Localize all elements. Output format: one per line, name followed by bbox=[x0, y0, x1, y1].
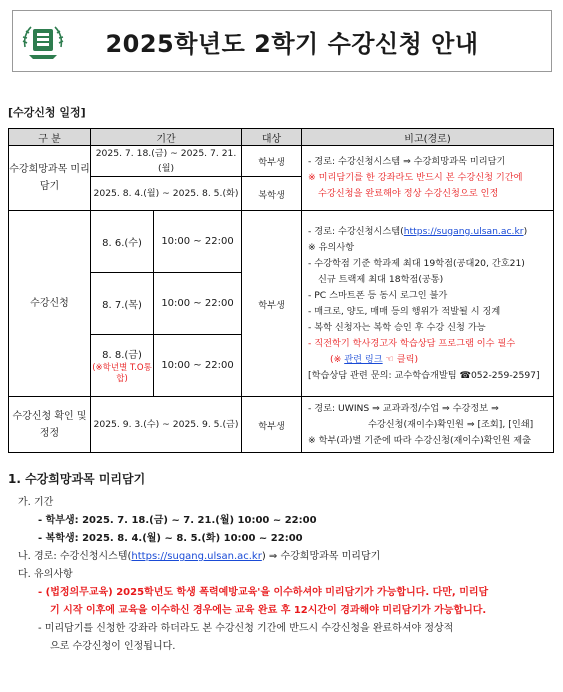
page-title: 2025학년도 2학기 수강신청 안내 bbox=[105, 29, 479, 58]
target-cell: 복학생 bbox=[242, 177, 302, 211]
sugang-link[interactable]: https://sugang.ulsan.ac.kr bbox=[403, 225, 524, 237]
sugang-link[interactable]: https://sugang.ulsan.ac.kr bbox=[131, 551, 262, 562]
time-cell: 10:00 ~ 22:00 bbox=[154, 273, 242, 335]
col-header-target: 대상 bbox=[242, 129, 302, 146]
period-cell: 2025. 7. 18.(금) ~ 2025. 7. 21.(월) bbox=[91, 146, 242, 177]
category-cell: 수강신청 bbox=[9, 211, 91, 397]
target-cell: 학부생 bbox=[242, 146, 302, 177]
col-header-notes: 비고(경로) bbox=[302, 129, 554, 146]
col-header-period: 기간 bbox=[91, 129, 242, 146]
university-emblem-icon bbox=[13, 11, 73, 71]
period-cell: 2025. 8. 4.(월) ~ 2025. 8. 5.(화) bbox=[91, 177, 242, 211]
date-cell: 8. 8.(금) (※학년별 T.O통합) bbox=[91, 335, 154, 397]
col-header-category: 구 분 bbox=[9, 129, 91, 146]
notes-cell: - 경로: 수강신청시스템(https://sugang.ulsan.ac.kr) ※ 유의사항 - 수강학점 기준 학과제 최대 19학점(공대20, 간호21) 신규 트랙제 최대 18학점(공통) - PC 스마트폰 등 동시 로그인 불가 - 매크로, 양도, 매매 등의 행위가 적발될 시 징계 - 복학 신청자는 복학 승인 후 수강 신청 가능 - 직전학기 학사경고자 학습상담 프로그램 이수 필수 (※ 관련 링크 ☜ 클릭) [학습상담 관련 문의: 교수학습개발팀 ☎052-259-2597] bbox=[302, 211, 554, 397]
title-banner bbox=[12, 10, 552, 72]
category-cell: 수강희망과목 미리담기 bbox=[9, 146, 91, 211]
schedule-table bbox=[8, 128, 554, 453]
table-header-row bbox=[9, 129, 554, 146]
section-heading: 1. 수강희망과목 미리담기 bbox=[8, 472, 146, 486]
table-row bbox=[9, 146, 554, 177]
date-cell: 8. 7.(목) bbox=[91, 273, 154, 335]
notes-cell: - 경로: UWINS ⇒ 교과과정/수업 ⇒ 수강정보 ⇒ 수강신청(재이수)확인원 ⇒ [조회], [인쇄] ※ 학부(과)별 기준에 따라 수강신청(재이수)확인원 제출 bbox=[302, 397, 554, 453]
counseling-link[interactable]: 관련 링크 bbox=[344, 353, 383, 365]
time-cell: 10:00 ~ 22:00 bbox=[154, 211, 242, 273]
category-cell: 수강신청 확인 및 정정 bbox=[9, 397, 91, 453]
table-row bbox=[9, 211, 554, 273]
target-cell: 학부생 bbox=[242, 211, 302, 397]
period-cell: 2025. 9. 3.(수) ~ 2025. 9. 5.(금) bbox=[91, 397, 242, 453]
target-cell: 학부생 bbox=[242, 397, 302, 453]
notes-cell: - 경로: 수강신청시스템 ⇒ 수강희망과목 미리담기 ※ 미리담기를 한 강좌라도 반드시 본 수강신청 기간에 수강신청을 완료해야 정상 수강신청으로 인정 bbox=[302, 146, 554, 211]
section-preload: 1. 수강희망과목 미리담기 가. 기간 - 학부생: 2025. 7. 18.(금) ~ 7. 21.(월) 10:00 ~ 22:00 - 복학생: 2025. 8. 4.(월) ~ 8. 5.(화) 10:00 ~ 22:00 나. 경로: 수강신청시스템(https://sugang.ulsan.ac.kr) ⇒ 수강희망과목 미리담기 다. 유의사항 - (법정의무교육) 2025학년도 학생 폭력예방교육'을 이수하셔야 미리담기가 가능합니다. 다만, 미리담 기 시작 이후에 교육을 이수하신 경우에는 교육 완료 후 12시간이 경과해야 미리담기가 가능합니다. - 미리담기를 신청한 강좌라 하더라도 본 수강신청 기간에 반드시 수강신청을 완료하셔야 정상적 으로 수강신청이 인정됩니다. bbox=[8, 470, 553, 656]
table-row bbox=[9, 397, 554, 453]
time-cell: 10:00 ~ 22:00 bbox=[154, 335, 242, 397]
schedule-section-label: [수강신청 일정] bbox=[8, 106, 86, 119]
date-cell: 8. 6.(수) bbox=[91, 211, 154, 273]
